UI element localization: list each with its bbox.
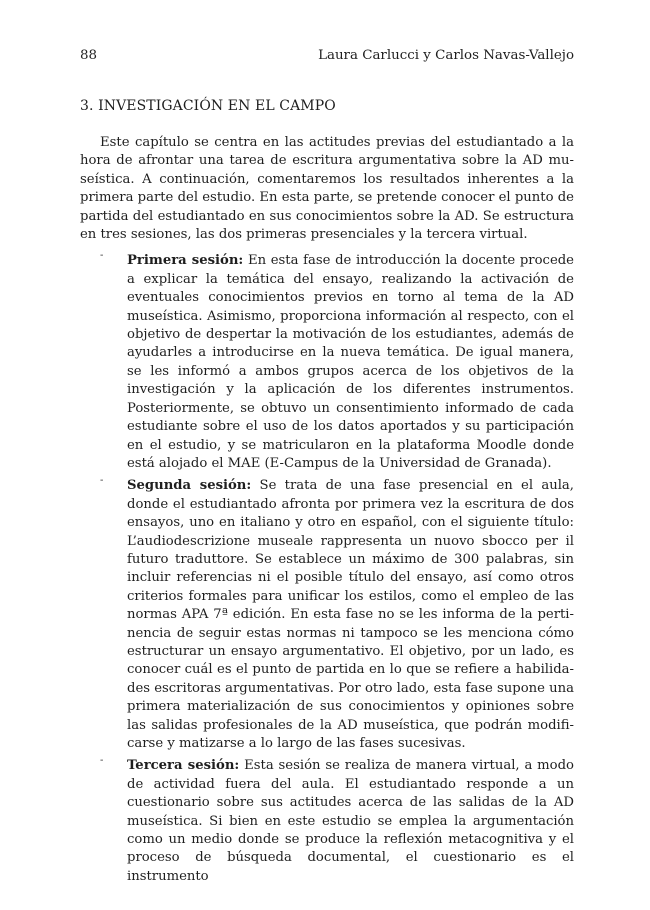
session-title: Primera sesión: [127, 253, 244, 269]
list-item-session-1 [80, 252, 574, 473]
session-body: En esta fase de introducción la docente procede a explicar la temática del ensayo, realizando la activación de eventuales conocimientos previos en torno al tema de la AD museística. Asimismo, proporciona información al respecto, con el objetivo de despertar la motivación de los estudiantes, además de ayudarles a introducirse en la nueva temática. De igual manera, se les informó a ambos grupos acerca de los objetivos de la investigación y la aplicación de los diferentes instrumentos. Posteriormente, se obtuvo un consentimiento informado de cada estudiante sobre el uso de los datos aportados y su participación en el estudio, y se matricularon en la plataforma Moodle donde está alojado el MAE (E-Campus de la Universidad de Granada). [127, 253, 574, 471]
running-header-authors: Laura Carlucci y Carlos Navas-Vallejo [318, 48, 574, 63]
book-page [80, 46, 574, 890]
session-list [80, 252, 574, 886]
session-title: Tercera sesión: [127, 758, 240, 774]
list-item-session-3 [80, 757, 574, 886]
list-bullet: - [100, 755, 104, 767]
list-bullet: - [100, 250, 104, 262]
session-body: Esta sesión se realiza de manera virtual, a modo de actividad fuera del aula. El estudiantado responde a un cuestionario sobre sus actitudes acerca de las salidas de la AD museística. Si bien en este estudio se emplea la argumentación como un medio donde se produce la reflexión metacognitiva y el proceso de búsqueda documental, el cuestionario es el instrumento [127, 758, 574, 884]
list-item-text [127, 252, 574, 473]
section-heading: 3. INVESTIGACIÓN EN EL CAMPO [80, 98, 336, 114]
running-header [80, 46, 574, 66]
session-body: Se trata de una fase presencial en el aula, donde el estudiantado afronta por primera vez la escritura de dos ensayos, uno en italiano y otro en español, con el siguiente título: L’audiodescrizione museale rappresenta un nuovo sbocco per il futuro traduttore. Se establece un máximo de 300 palabras, sin incluir referencias ni el posible título del ensayo, así como otros criterios formales para unificar los estilos, como el empleo de las normas APA 7ª edición. En esta fase no se les informa de la pertinencia de seguir estas normas ni tampoco se les menciona cómo estructurar un ensayo argumentativo. El objetivo, por un lado, es conocer cuál es el punto de partida en lo que se refiere a habilidades escritoras argumentativas. Por otro lado, esta fase supone una primera materialización de sus conocimientos y opiniones sobre las salidas profesionales de la AD museística, que podrán modificarse y matizarse a lo largo de las fases sucesivas. [127, 478, 574, 751]
intro-paragraph: Este capítulo se centra en las actitudes previas del estudiantado a la hora de afrontar una tarea de escritura argumentativa sobre la AD museística. A continuación, comentaremos los resultados inherentes a la primera parte del estudio. En esta parte, se pretende conocer el punto de partida del estudiantado en sus conocimientos sobre la AD. Se estructura en tres sesiones, las dos primeras presenciales y la tercera virtual. [80, 135, 574, 243]
list-item-text [127, 757, 574, 886]
list-bullet: - [100, 475, 104, 487]
page-number: 88 [80, 48, 98, 63]
list-item-text [127, 477, 574, 753]
list-item-session-2 [80, 477, 574, 753]
session-title: Segunda sesión: [127, 478, 252, 494]
